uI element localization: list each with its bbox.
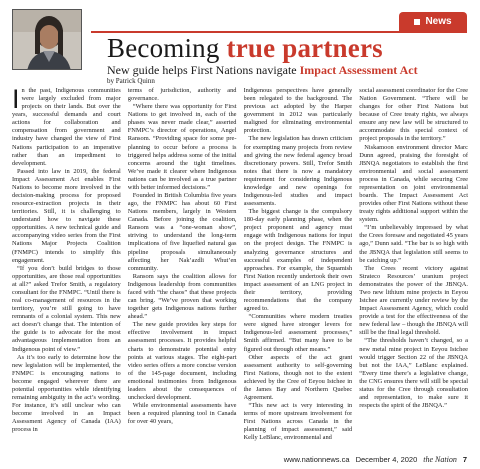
page-number: 7 (462, 454, 467, 464)
paragraph: “This new act is very interesting in terms of more upstream involvement for First Nations across Canada in the planning of impact assessment,” said Kelly LeBlanc, environmental and (243, 402, 353, 442)
section-tab-label: News (425, 16, 452, 27)
paragraph: The Crees recent victory against Strateco Resources’ uranium project demonstrates the power of the JBNQA. Two new lithium mine projects in Eeyou Istchee are currently under review by the Impact Assessment Agency, which could provide a test for the effectiveness of the new federal law – though the JBNQA will still be the final legal threshold. (359, 264, 468, 337)
publication-logo: the Nation (423, 454, 457, 464)
paragraph: In the past, Indigenous communities were largely excluded from major projects on their lands. But over the years, successful demands and court actions for collaboration and compensation from government and industry have changed the view of First Nations participation to an imperative rather than an impediment to development. (12, 87, 121, 167)
page-footer (284, 454, 467, 464)
byline: by Patrick Quinn (107, 77, 155, 85)
headline-prefix: Becoming (107, 33, 227, 63)
section-square-icon (414, 19, 420, 25)
paragraph: terms of jurisdiction, authority and governance. (127, 87, 237, 103)
subhead-accent: Impact Assessment Act (299, 63, 418, 77)
paragraph: Ransom says the coalition allows for Indigenous leadership from communities faced with “the chaos” that these projects can bring. “We’ve proven that working together gets Indigenous nations further ahead.” (127, 272, 237, 321)
portrait-photo (12, 9, 82, 70)
paragraph: The biggest change is the compulsory 180-day early planning phase, when the project proponent and agency must engage with Indigenous nations for input on the project design. The FNMPC is analyzing governance structures and successful examples of independent approaches. For example, the Squamish First Nation recently undertook their own impact assessment of an LNG project in their territory, providing recommendations that the company agreed to. (243, 208, 353, 313)
article-body (12, 87, 468, 450)
portrait-image (13, 10, 82, 70)
paragraph: The new guide provides key steps for effective involvement in impact assessment processes. It provides helpful charts to demonstrate potential entry points at various stages. The eight-part video series offers a more concise version of the 145-page document, including emotional testimonies from Indigenous leaders about the consequences of unchecked development. (127, 321, 237, 401)
paragraph: “Where there was opportunity for First Nations to get involved in, each of the phases was never made clear,” asserted FNMPC’s director of operations, Angel Ransom. “Providing space for some pre-planning to occur before a process is triggered helps address some of the initial concerns around the tight timelines. We’ve made it clearer where Indigenous nations can be involved as a true partner with better informed decisions.” (127, 103, 237, 191)
paragraph: Indigenous perspectives have generally been relegated to the background. The previous act adopted by the Harper government in 2012 was particularly maligned for eliminating environmental protection. (243, 87, 353, 135)
paragraph: Founded in British Columbia five years ago, the FNMPC has about 60 First Nations members, largely in Western Canada. Before joining the coalition, Ransom was a “one-woman show”, striving to understand the long-term implications of five liquefied natural gas pipeline proposals simultaneously affecting her Nak’azdli Whut’en community. (127, 192, 237, 272)
subhead-prefix: New guide helps First Nations navigate (107, 63, 300, 77)
column-1 (12, 87, 121, 450)
paragraph: Other aspects of the act grant assessment authority to self-governing First Nations, though not to the extent achieved by the Cree of Eeyou Istchee in the James Bay and Northern Quebec Agreement. (243, 353, 353, 401)
column-2 (128, 87, 237, 450)
dropcap: I (12, 87, 20, 114)
paragraph: “Communities where modern treaties were signed have stronger levers for Indigenous-led assessment processes,” Smith affirmed. “But many have to be figured out through other means.” (243, 313, 353, 353)
paragraph: social assessment coordinator for the Cree Nation Government. “There will be changes for other First Nations but because of Cree treaty rights, we always ensure any new law will be structured to accommodate this special context of project proposals in the territory.” (359, 87, 468, 143)
paragraph: “If you don’t build bridges to those opportunities, are those real opportunities at all?” asked Trefor Smith, a regulatory consultant for the FNMPC. “Until there is real co-management of resources in the territory, you’re still going to have remnants of a colonial system. This new act doesn’t change that. The intention of the guide is to advocate for the most advantageous implementation from an Indigenous point of view.” (12, 264, 121, 353)
footer-url: www.nationnews.ca (283, 454, 350, 464)
headline (107, 34, 467, 62)
paragraph: As it’s too early to determine how the new legislation will be implemented, the FNMPC is encouraging nations to become engaged wherever there are potential opportunities while identifying remaining ambiguity in the act’s wording. For instance, it’s still unclear who can become involved in an Impact Assessment Agency of Canada (IAA) process in (12, 353, 121, 434)
subheadline (107, 63, 467, 77)
paragraph: Niskamoon environment director Marc Dunn agreed, praising the foresight of JBNQA negotiators to establish the first environmental and social assessment process in Canada, while securing Cree representation on joint environmental boards. The Impact Assessment Act provides other First Nations without these treaty rights additional support within the system. (359, 143, 468, 224)
footer-date: December 4, 2020 (355, 454, 418, 464)
headline-accent: true partners (226, 33, 383, 63)
paragraph: The new legislation has drawn criticism for exempting many projects from review and giving the new federal agency broad discretionary powers. Still, Trefor Smith notes that there is now a mandatory requirement for considering Indigenous knowledge and new openings for Indigenous-led studies and impact assessments. (243, 135, 353, 208)
paragraph: Passed into law in 2019, the federal Impact Assessment Act enables First Nations to become more involved in the decision-making process for proposed resource-extraction projects in their territories. Still, it is challenging to understand how to navigate these opportunities. A new technical guide and accompanying video series from the First Nations Major Projects Coalition (FNMPC) intends to simplify this engagement. (12, 167, 121, 264)
paragraph: While environmental assessments have been a required planning tool in Canada for over 40 years, (127, 402, 237, 426)
column-4 (359, 87, 468, 450)
paragraph: “The thresholds haven’t changed, so a new metal mine project in Eeyou Istchee would trigger Section 22 of the JBNQA but not the IAA,” LeBlanc explained. “Every time there’s a legislative change, the CNG ensures there will still be special status for the Cree through consultation and representation, to make sure it respects the spirit of the JBNQA.” (359, 337, 468, 410)
section-tab-news (399, 12, 467, 31)
paragraph: “I’m unbelievably impressed by what the Crees foresaw and negotiated 45 years ago,” Dunn said. “The bar is so high with the JBNQA that legislation still seems to be catching up.” (359, 224, 468, 264)
column-3 (244, 87, 353, 450)
article-header (107, 34, 467, 86)
